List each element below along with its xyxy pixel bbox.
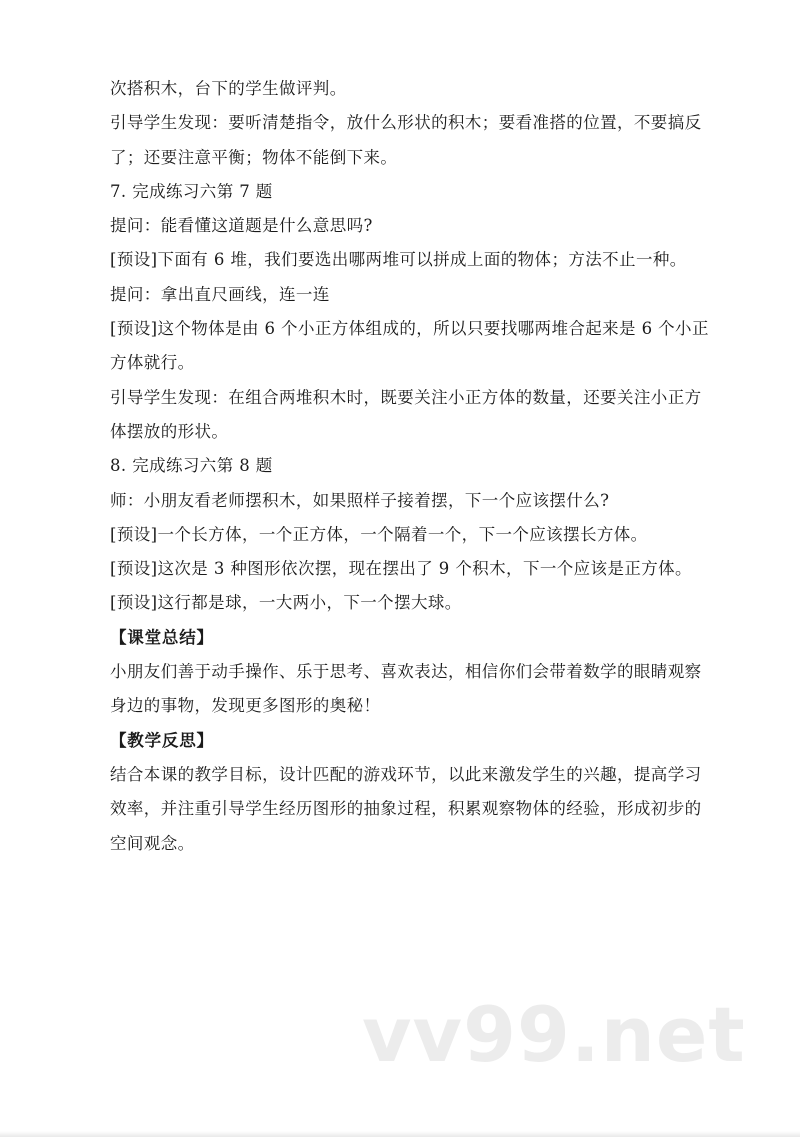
text-line: 结合本课的教学目标，设计匹配的游戏环节，以此来激发学生的兴趣，提高学习 (110, 764, 702, 784)
text-line: [预设]这行都是球，一大两小，下一个摆大球。 (110, 593, 462, 613)
text-line: [预设]一个长方体，一个正方体，一个隔着一个，下一个应该摆长方体。 (110, 524, 648, 544)
text-line: 8. 完成练习六第 8 题 (110, 456, 273, 476)
text-line: 提问：拿出直尺画线，连一连 (110, 284, 330, 304)
text-line: 效率，并注重引导学生经历图形的抽象过程，积累观察物体的经验，形成初步的 (110, 799, 702, 819)
text-line: 空间观念。 (110, 833, 195, 853)
text-line: 次搭积木，台下的学生做评判。 (110, 79, 347, 98)
text-line: 了；还要注意平衡；物体不能倒下来。 (110, 147, 398, 167)
text-line: 引导学生发现：要听清楚指令，放什么形状的积木；要看准搭的位置，不要搞反 (110, 113, 702, 133)
text-line: [预设]这次是 3 种图形依次摆，现在摆出了 9 个积木，下一个应该是正方体。 (110, 559, 692, 579)
text-line: 师：小朋友看老师摆积木，如果照样子接着摆，下一个应该摆什么? (110, 490, 610, 510)
section-heading: 【课堂总结】 (110, 627, 214, 647)
text-line: 身边的事物，发现更多图形的奥秘！ (110, 696, 381, 716)
watermark: vv99.net (362, 990, 746, 1079)
document-body (110, 72, 709, 861)
text-line: 7. 完成练习六第 7 题 (110, 181, 273, 201)
section-heading: 【教学反思】 (110, 730, 214, 750)
text-line: [预设]下面有 6 堆，我们要选出哪两堆可以拼成上面的物体；方法不止一种。 (110, 250, 687, 270)
text-line: 提问：能看懂这道题是什么意思吗? (110, 216, 373, 236)
text-line: 方体就行。 (110, 353, 195, 373)
text-line: 体摆放的形状。 (110, 421, 229, 441)
text-line: [预设]这个物体是由 6 个小正方体组成的，所以只要找哪两堆合起来是 6 个小正 (110, 319, 709, 339)
text-line: 小朋友们善于动手操作、乐于思考、喜欢表达，相信你们会带着数学的眼睛观察 (110, 662, 702, 682)
page-bottom-edge (0, 1131, 800, 1137)
text-line: 引导学生发现：在组合两堆积木时，既要关注小正方体的数量，还要关注小正方 (110, 387, 702, 407)
